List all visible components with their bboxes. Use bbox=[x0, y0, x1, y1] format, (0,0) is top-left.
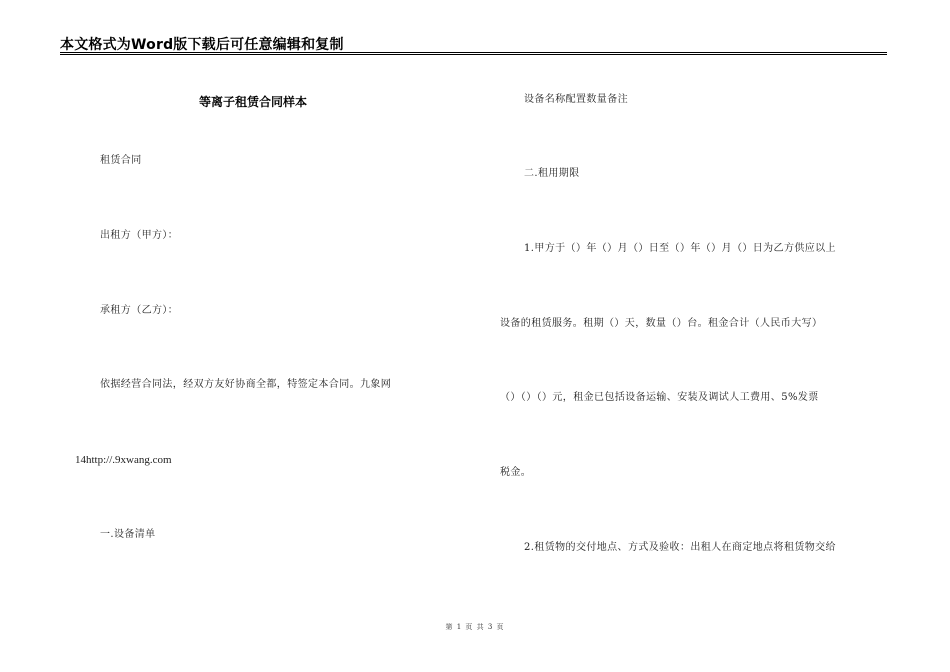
paragraph-equipment-table-header: 设备名称配置数量备注 bbox=[524, 94, 628, 105]
document-header-banner: 本文格式为Word版下载后可任意编辑和复制 bbox=[60, 37, 344, 53]
paragraph-preamble: 依据经营合同法，经双方友好协商全都，特签定本合同。九象网 bbox=[100, 379, 392, 390]
header-divider bbox=[60, 52, 887, 53]
paragraph-lease-term-continued: 设备的租赁服务。租期（）天，数量（）台。租金合计（人民币大写） bbox=[500, 318, 823, 329]
paragraph-section-equipment-list: 一.设备清单 bbox=[100, 529, 156, 540]
paragraph-lessee: 承租方（乙方）： bbox=[100, 305, 179, 316]
paragraph-website-line: 14http://.9xwang.com bbox=[75, 454, 172, 466]
paragraph-tax-note: 税金。 bbox=[500, 467, 532, 478]
paragraph-delivery-clause: 2.租赁物的交付地点、方式及验收：出租人在商定地点将租赁物交给 bbox=[524, 542, 836, 553]
document-title: 等离子租赁合同样本 bbox=[199, 95, 308, 109]
paragraph-contract-heading: 租赁合同 bbox=[100, 155, 142, 166]
paragraph-rent-amount: （）（）（）元，租金已包括设备运输、安装及调试人工费用、5%发票 bbox=[500, 392, 819, 403]
header-divider-secondary bbox=[60, 54, 887, 55]
page-number-footer: 第 1 页 共 3 页 bbox=[445, 623, 505, 631]
paragraph-lessor: 出租方（甲方）： bbox=[100, 230, 179, 241]
paragraph-lease-term-clause: 1.甲方于（）年（）月（）日至（）年（）月（）日为乙方供应以上 bbox=[524, 243, 836, 254]
paragraph-section-lease-term: 二.租用期限 bbox=[524, 168, 580, 179]
